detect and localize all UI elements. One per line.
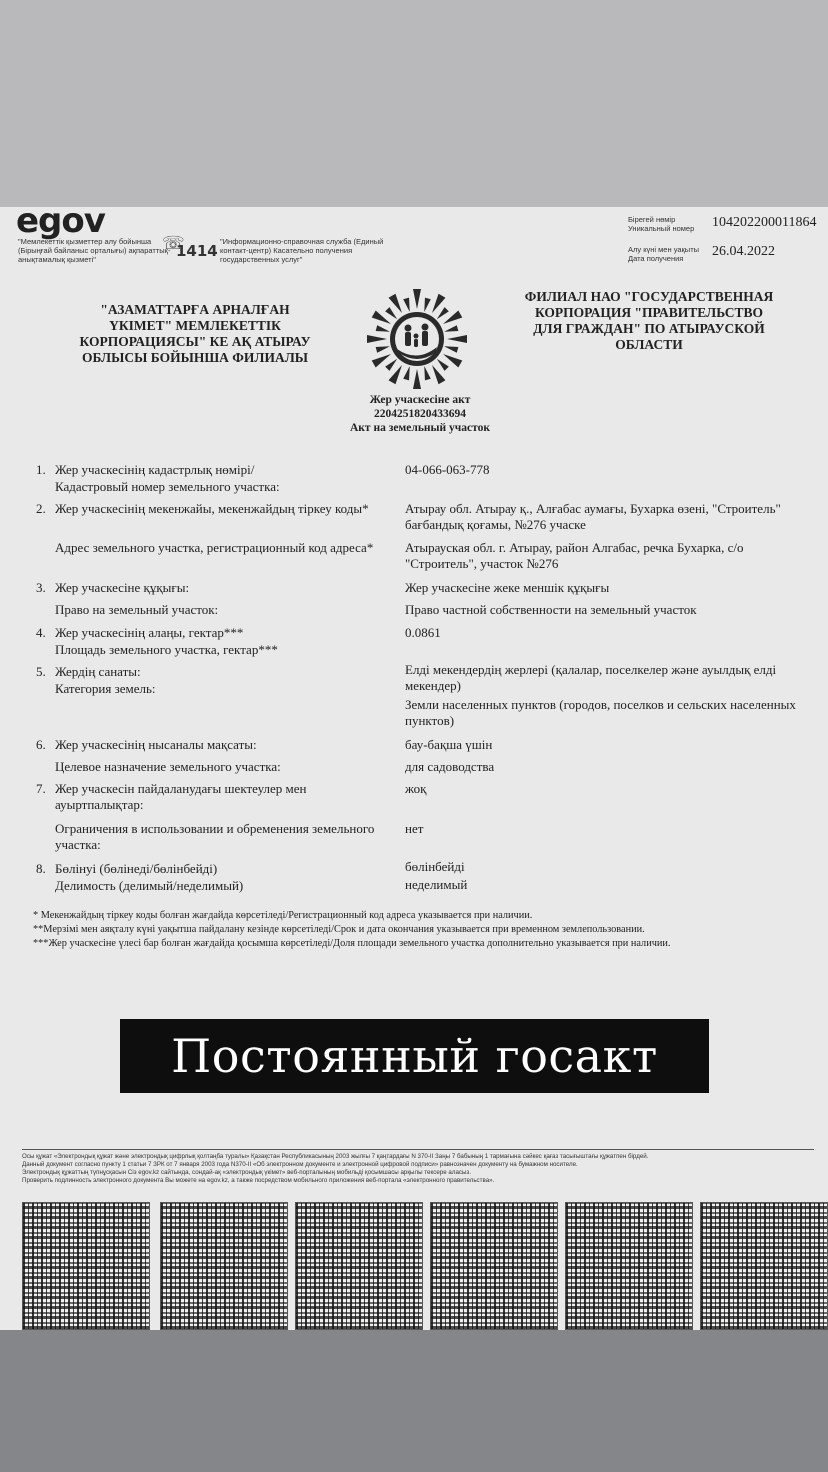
row-label-kz: Жер учаскесінің нысаналы мақсаты: [55, 737, 257, 752]
org-name-kz: "АЗАМАТТАРҒА АРНАЛҒАН ҮКІМЕТ" МЕМЛЕКЕТТІК КОРПОРАЦИЯСЫ" КЕ АҚ АТЫРАУ ОБЛЫСЫ БОЙЫНША ФИЛИАЛЫ [79, 302, 311, 365]
qr-code [430, 1202, 558, 1330]
row-value-kz: жоқ [405, 781, 427, 796]
date-value: 26.04.2022 [712, 244, 775, 259]
legal-note: Данный документ согласно пункту 1 статьи 7 ЗРК от 7 января 2003 года N370-II «Об электронном документе и электронной цифровой подписи» равнозначен документу на бумажном носителе. [22, 1161, 578, 1168]
row-value: 04-066-063-778 [405, 462, 490, 477]
document-number: 2204251820433694 [374, 408, 466, 420]
row-number: 8. [36, 861, 46, 876]
unique-number-label-kz: Бірегей нөмір [628, 215, 676, 224]
row-label-kz: Жер учаскесін пайдаланудағы шектеулер мен ауыртпалықтар: [55, 781, 307, 812]
row-value-ru: нет [405, 821, 424, 836]
row-label-kz: Жердің санаты: [55, 664, 141, 679]
row-number: 5. [36, 664, 46, 679]
land-act-document [0, 207, 828, 1330]
row-value-ru: Земли населенных пунктов (городов, поселков и сельских населенных пунктов) [405, 697, 796, 728]
row-label-kz: Бөлінуі (бөлінеді/бөлінбейді) [55, 861, 218, 876]
qr-code [22, 1202, 150, 1330]
row-label-ru: Площадь земельного участка, гектар*** [55, 642, 278, 657]
qr-code [295, 1202, 423, 1330]
row-value-ru: Атырауская обл. г. Атырау, район Алгабас, речка Бухарка, с/о "Строитель", участок №276 [405, 540, 744, 571]
unique-number: 104202200011864 [712, 215, 817, 230]
qr-code [700, 1202, 828, 1330]
row-number: 3. [36, 580, 46, 595]
row-label-ru: Ограничения в использовании и обременения земельного участка: [55, 821, 375, 852]
row-number: 4. [36, 625, 46, 640]
legal-note: Проверить подлинность электронного документа Вы можете на egov.kz, а также посредством мобильного приложения веб-портала «электронного правительства». [22, 1177, 495, 1184]
call-center-number: 1414 [176, 242, 218, 260]
date-label-kz: Алу күні мен уақыты [628, 245, 700, 254]
row-label-ru: Категория земель: [55, 681, 156, 696]
row-value: 0.0861 [405, 625, 441, 640]
egov-logo: egov [16, 207, 105, 241]
row-number: 6. [36, 737, 46, 752]
unique-number-label-ru: Уникальный номер [628, 224, 695, 233]
row-label-ru: Адрес земельного участка, регистрационный код адреса* [55, 540, 374, 555]
sun-emblem-icon [360, 287, 474, 391]
row-label-kz: Жер учаскесіне құқығы: [55, 580, 190, 595]
legal-note: Осы құжат «Электрондық құжат және электрондық цифрлық қолтаңба туралы» Қазақстан Республикасының 2003 жылғы 7 қаңтардағы N 370-II Заңы 7 бабының 1 тармағына сәйкес қағаз тасығыштағы құжатпен бірдей. [22, 1153, 649, 1160]
row-label-ru: Целевое назначение земельного участка: [55, 759, 281, 774]
row-value-kz: бөлінбейді [405, 859, 465, 874]
row-number: 1. [36, 462, 46, 477]
row-label-ru: Делимость (делимый/неделимый) [55, 878, 244, 893]
title-kz: Жер учаскесіне акт [369, 394, 471, 406]
row-value-ru: неделимый [405, 877, 468, 892]
call-center-caption: "Информационно-справочная служба (Единый контакт-центр) Касательно получения государственных услуг" [220, 237, 384, 264]
row-value-ru: для садоводства [405, 759, 495, 774]
row-value-kz: Жер учаскесіне жеке меншік құқығы [405, 580, 610, 595]
date-label-ru: Дата получения [628, 254, 684, 263]
footnote: **Мерзімі мен аяқталу күні уақытша пайдалану кезінде көрсетіледі/Срок и дата окончания указывается при временном землепользовании. [33, 924, 645, 935]
document-title [300, 393, 540, 435]
overlay-caption: Постоянный госакт [120, 1019, 709, 1093]
row-number: 7. [36, 781, 46, 796]
row-label-kz: Жер учаскесінің алаңы, гектар*** [55, 625, 244, 640]
row-label-ru: Кадастровый номер земельного участка: [55, 479, 280, 494]
row-label-ru: Право на земельный участок: [55, 602, 219, 617]
legal-note: Электрондық құжаттың түпнұсқасын Сіз egov.kz сайтында, сондай-ақ «электрондық үкімет» веб-порталының мобильді қосымшасы арқылы тексере аласыз. [22, 1169, 471, 1176]
footnote: ***Жер учаскесіне үлесі бар болған жағдайда қосымша көрсетіледі/Доля площади земельного участка дополнительно указывается при наличии. [33, 938, 671, 949]
qr-code [160, 1202, 288, 1330]
photo-background-top [0, 0, 828, 207]
egov-caption: "Мемлекеттік қызметтер алу бойынша (Бірыңғай байланыс орталығы) ақпараттық-анықтамалық қызметі" [18, 237, 171, 264]
row-label-kz: Жер учаскесінің кадастрлық нөмірі/ [55, 462, 255, 477]
row-value-kz: Атырау обл. Атырау қ., Алғабас аумағы, Бухарка өзені, "Строитель" бағбандық қоғамы, №276 учаске [405, 501, 781, 532]
row-number: 2. [36, 501, 46, 516]
title-ru: Акт на земельный участок [350, 422, 490, 434]
phone-icon: ☏ [162, 233, 185, 254]
row-value-kz: Елді мекендердің жерлері (қалалар, поселкелер және ауылдық елді мекендер) [405, 662, 777, 693]
footnote: * Мекенжайдың тіркеу коды болған жағдайда көрсетіледі/Регистрационный код адреса указывается при наличии. [33, 910, 533, 921]
row-value-kz: бау-бақша үшін [405, 737, 493, 752]
qr-code [565, 1202, 693, 1330]
divider [22, 1149, 814, 1150]
row-value-ru: Право частной собственности на земельный участок [405, 602, 697, 617]
org-name-ru: ФИЛИАЛ НАО "ГОСУДАРСТВЕННАЯ КОРПОРАЦИЯ "ПРАВИТЕЛЬСТВО ДЛЯ ГРАЖДАН" ПО АТЫРАУСКОЙ ОБЛАСТИ [524, 289, 774, 352]
row-label-kz: Жер учаскесінің мекенжайы, мекенжайдың тіркеу коды* [55, 501, 369, 516]
photo-background-bottom [0, 1330, 828, 1472]
